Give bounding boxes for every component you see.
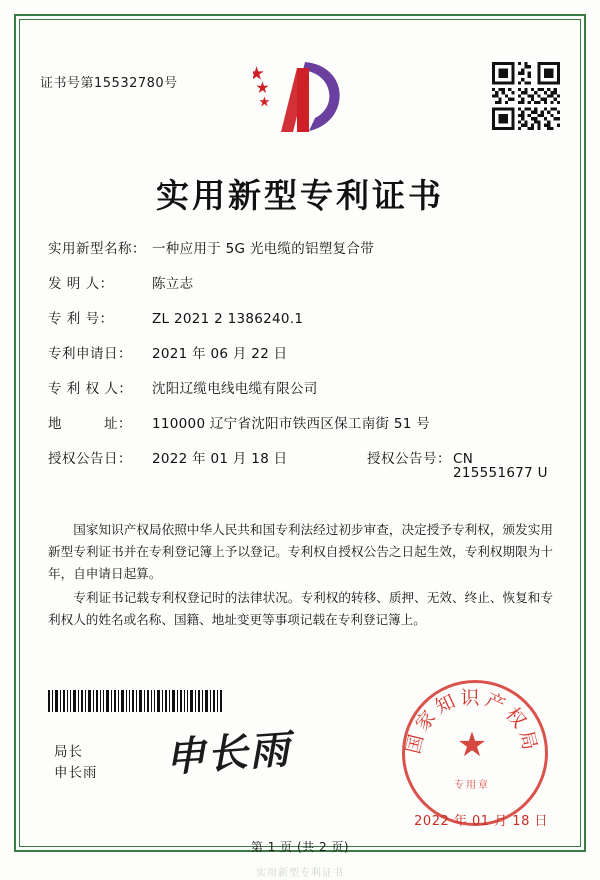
field-label: 发 明 人： bbox=[48, 276, 114, 292]
field-label: 地 址： bbox=[48, 416, 132, 432]
svg-text:国家知识产权局: 国家知识产权局 bbox=[402, 687, 542, 757]
page-number: 第 1 页 (共 2 页) bbox=[250, 840, 350, 854]
field-value: 2022 年 01 月 18 日 bbox=[152, 451, 288, 467]
certificate-number: 证书号第15532780号 bbox=[40, 76, 178, 91]
signature-name: 申长雨 bbox=[54, 764, 98, 781]
field-row bbox=[48, 383, 553, 418]
field-label: 授权公告日： bbox=[48, 451, 132, 467]
field-label: 专 利 权 人： bbox=[48, 381, 133, 397]
field-row bbox=[48, 313, 553, 348]
seal-bottom-text: 专用章 bbox=[454, 780, 490, 791]
field-row bbox=[48, 348, 553, 383]
paragraph: 专利证书记载专利权登记时的法律状况。专利权的转移、质押、无效、终止、恢复和专利权人的姓名或名称、国籍、地址变更等事项记载在专利登记簿上。 bbox=[48, 590, 553, 628]
page-title: 实用新型专利证书 bbox=[156, 176, 444, 215]
field-value: ZL 2021 2 1386240.1 bbox=[152, 311, 304, 327]
field-value-secondary: CN 215551677 U bbox=[453, 451, 548, 481]
signature-role: 局长 bbox=[54, 744, 83, 760]
footer-watermark: 实用新型专利证书 bbox=[256, 868, 344, 879]
field-value: 2021 年 06 月 22 日 bbox=[152, 346, 288, 362]
field-label: 专 利 号： bbox=[48, 311, 114, 327]
field-value: 110000 辽宁省沈阳市铁西区保工南街 51 号 bbox=[152, 416, 431, 432]
field-row bbox=[48, 278, 553, 313]
field-value: 陈立志 bbox=[152, 276, 194, 292]
field-label: 专利申请日： bbox=[48, 346, 132, 362]
official-seal bbox=[402, 680, 542, 820]
paragraph: 国家知识产权局依照中华人民共和国专利法经过初步审查，决定授予专利权，颁发实用新型专利证书并在专利登记簿上予以登记。专利权自授权公告之日起生效，专利权期限为十年，自申请日起算。 bbox=[48, 522, 553, 582]
handwritten-signature: 申长雨 bbox=[163, 725, 293, 782]
field-label-secondary: 授权公告号： bbox=[367, 451, 451, 467]
signature-block bbox=[54, 742, 98, 784]
field-value: 沈阳辽缆电线电缆有限公司 bbox=[152, 381, 318, 397]
field-row bbox=[48, 418, 553, 453]
field-label: 实用新型名称： bbox=[48, 241, 146, 257]
patent-fields bbox=[48, 243, 553, 488]
barcode bbox=[48, 690, 223, 712]
field-row-announcement bbox=[48, 453, 553, 488]
field-row bbox=[48, 243, 553, 278]
qr-code bbox=[492, 62, 560, 130]
legal-text bbox=[48, 519, 553, 633]
seal-star-icon: ★ bbox=[456, 725, 488, 766]
field-value: 一种应用于 5G 光电缆的铝塑复合带 bbox=[152, 241, 375, 257]
cnipa-logo bbox=[253, 58, 347, 136]
seal-date: 2022 年 01 月 18 日 bbox=[414, 814, 548, 829]
